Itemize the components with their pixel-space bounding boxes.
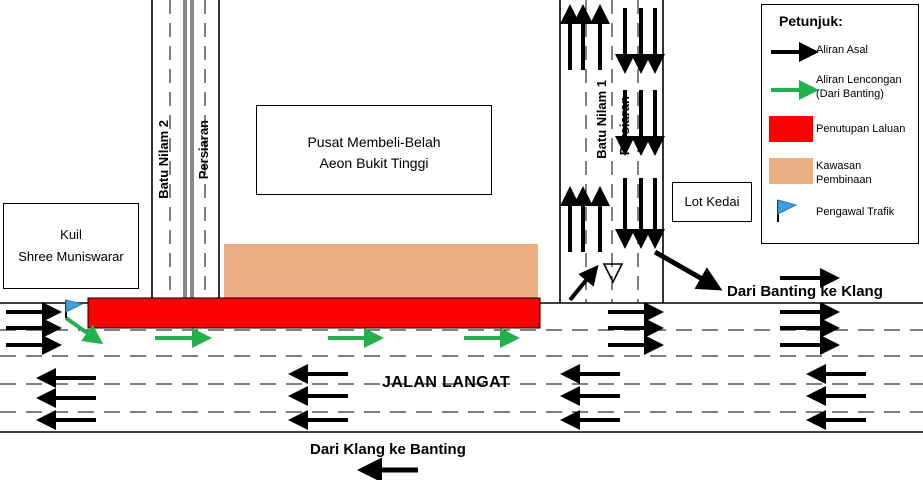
legend-swatch-closure [769, 116, 813, 142]
caption-klang-to-banting: Dari Klang ke Banting [310, 441, 466, 458]
legend-label-detour-line2: (Dari Banting) [816, 88, 884, 100]
road-label-jalan-langat: JALAN LANGAT [382, 374, 511, 391]
legend-flag-icon [772, 198, 812, 228]
mall-box [256, 105, 492, 195]
road-label-batu-nilam-1: Batu Nilam 1 [594, 80, 609, 159]
legend-label-construction-line1: Kawasan [816, 160, 862, 172]
legend-label-detour-line1: Aliran Lencongan [816, 74, 902, 86]
legend-label-original: Aliran Asal [816, 44, 868, 56]
legend-title: Petunjuk: [779, 13, 843, 29]
temple-label-line1: Kuil [60, 227, 82, 242]
legend-label-closure: Penutupan Laluan [816, 123, 906, 135]
legend-label-controller: Pengawal Trafik [816, 206, 895, 218]
mall-label-line2: Aeon Bukit Tinggi [319, 155, 429, 171]
caption-banting-to-klang: Dari Banting ke Klang [727, 283, 883, 300]
temple-box [3, 203, 139, 289]
road-label-persiaran-left: Persiaran [196, 120, 211, 180]
legend-label-construction-line2: Pembinaan [816, 174, 872, 186]
shop-label: Lot Kedai [684, 194, 740, 209]
yield-triangle [604, 264, 622, 282]
temple-label-line2: Shree Muniswarar [18, 249, 124, 264]
road-label-persiaran-right: Persiaran [617, 96, 632, 156]
construction-zone [224, 244, 538, 298]
legend-swatch-construction [769, 158, 813, 184]
closed-lane [88, 298, 540, 328]
road-label-batu-nilam-2: Batu Nilam 2 [156, 120, 171, 199]
mall-label-line1: Pusat Membeli-Belah [307, 134, 441, 150]
